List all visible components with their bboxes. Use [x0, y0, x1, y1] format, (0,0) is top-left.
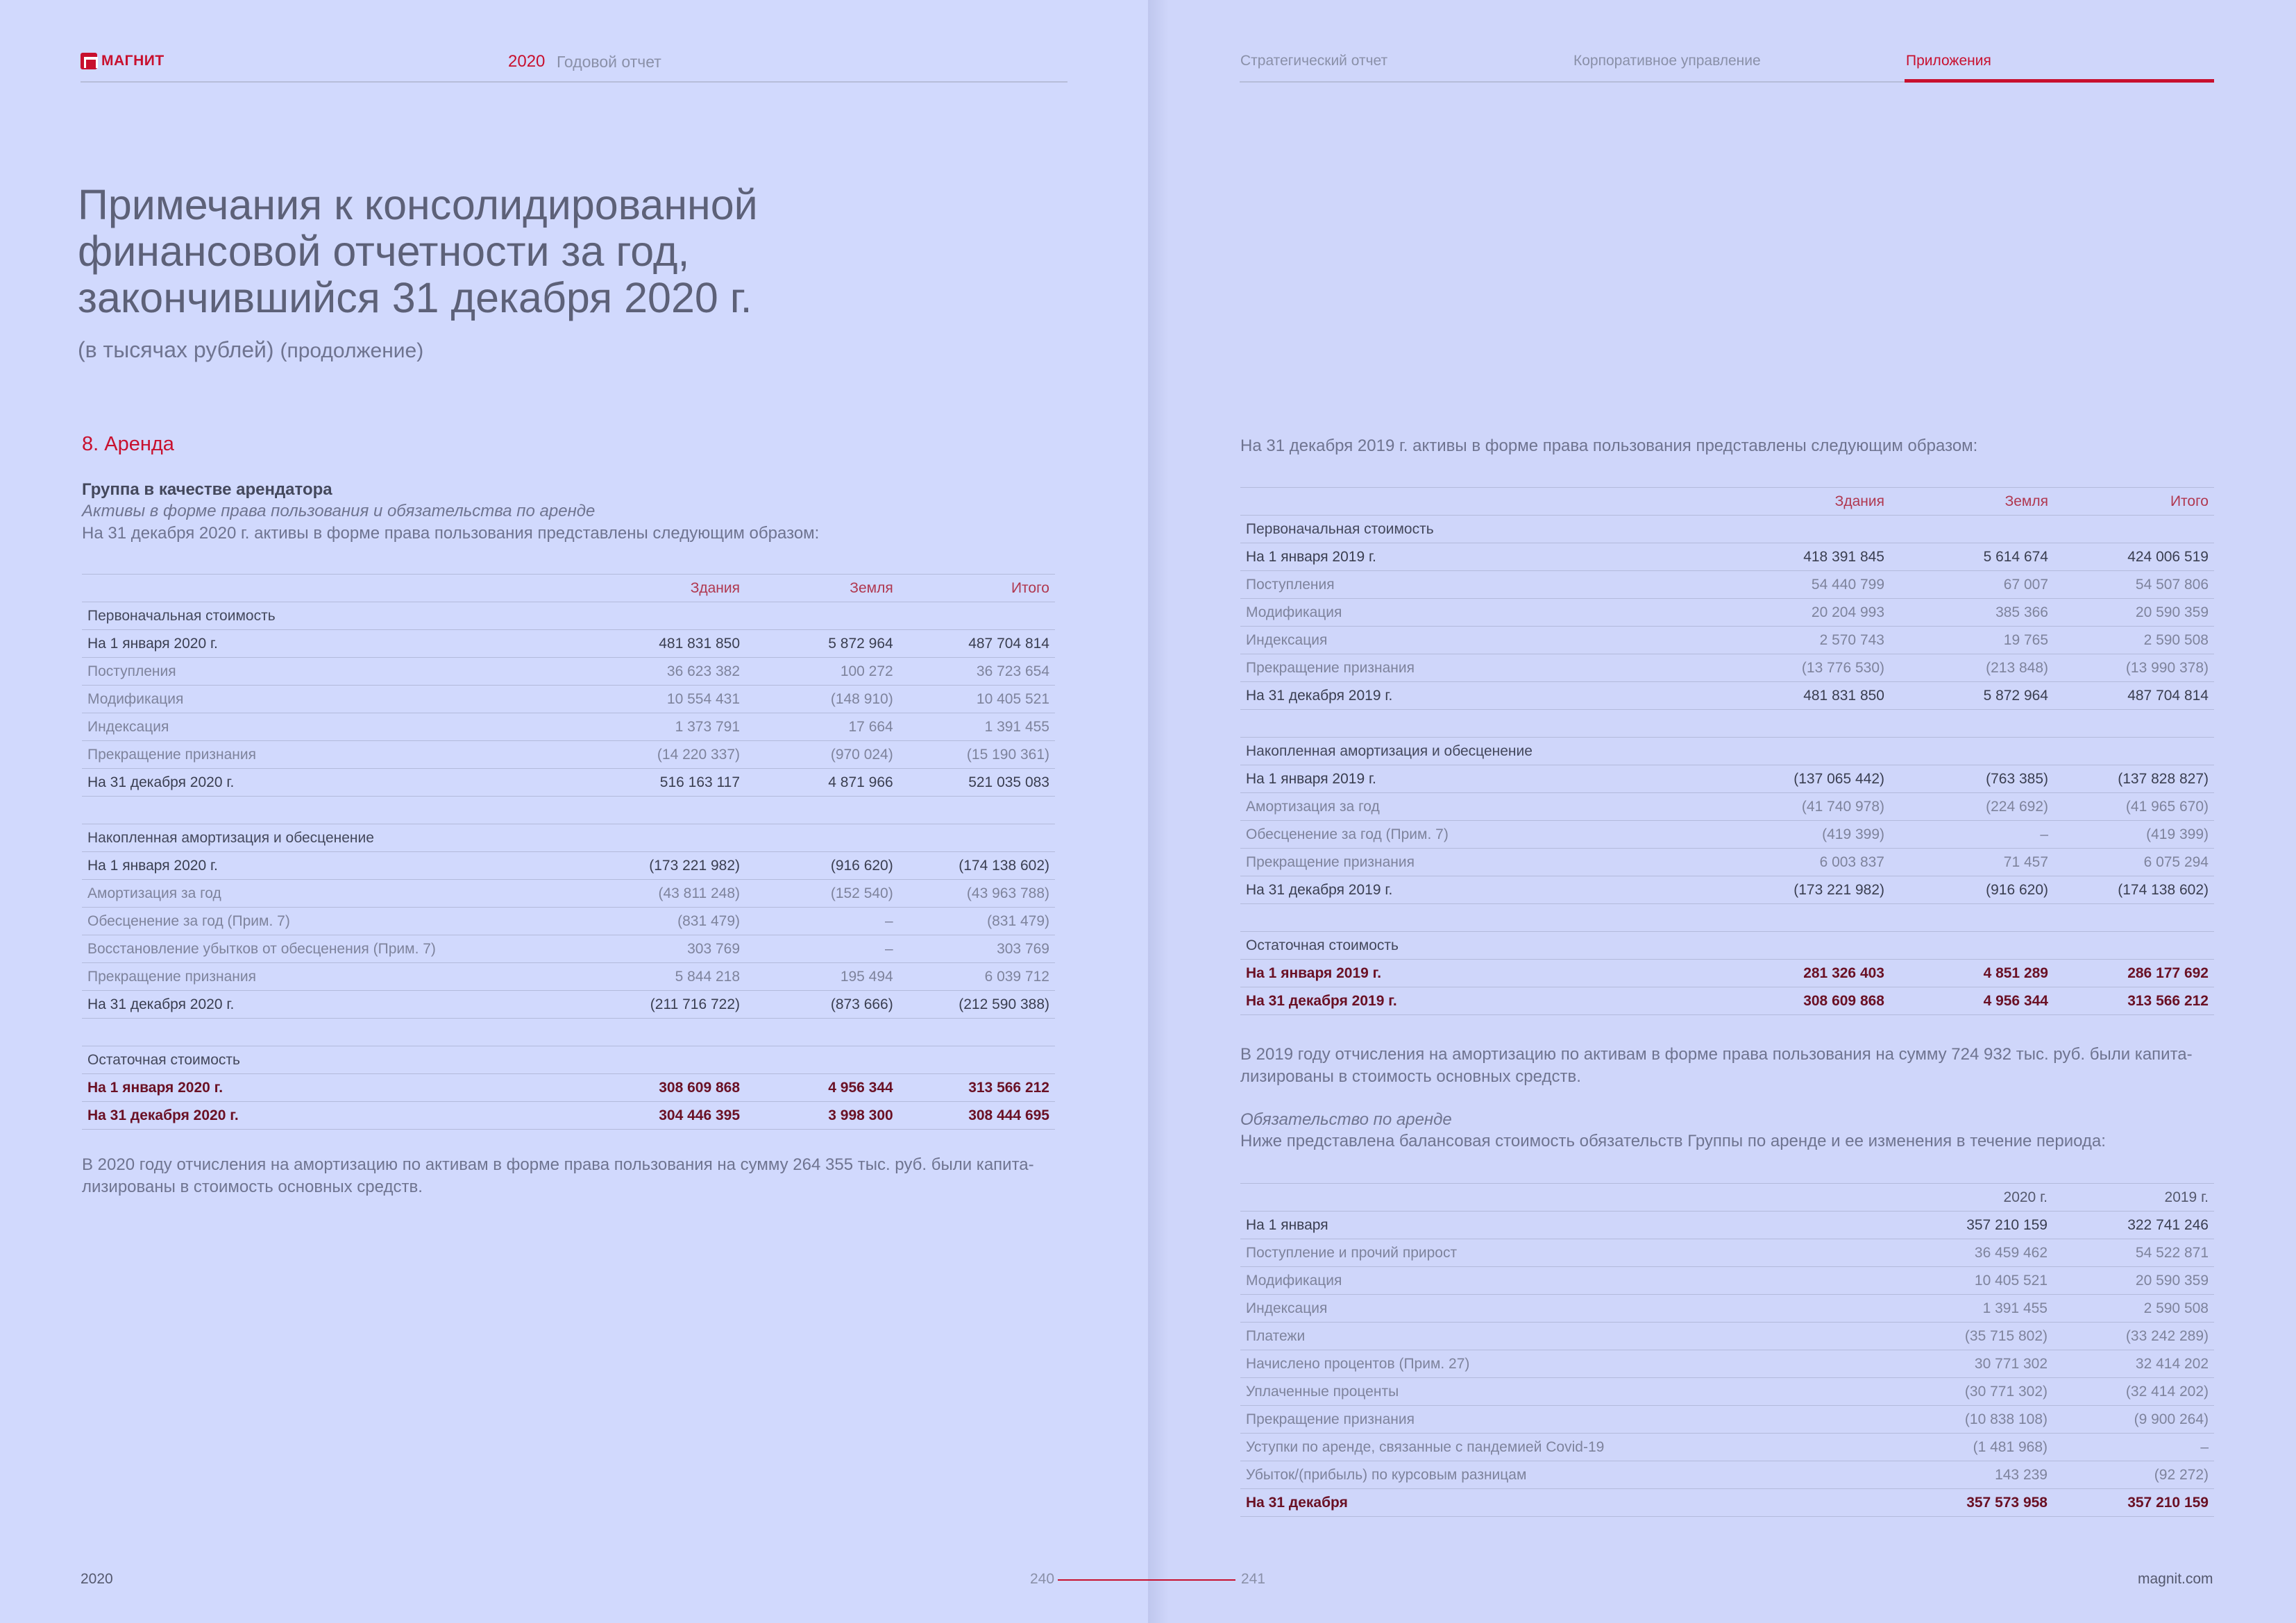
row-value: 20 204 993 — [1726, 599, 1890, 627]
row-value: 19 765 — [1890, 627, 2054, 654]
row-value: 521 035 083 — [899, 769, 1055, 797]
table-row — [82, 1102, 1055, 1130]
row-value: (10 838 108) — [1889, 1406, 2053, 1434]
table-header-row — [1240, 488, 2214, 516]
column-header: Земля — [1890, 488, 2054, 516]
row-value: 304 446 395 — [589, 1102, 745, 1130]
table-spacer-row — [82, 797, 1055, 824]
row-label: Прекращение признания — [1240, 654, 1726, 682]
table-spacer-row — [1240, 710, 2214, 738]
tab-strategic-report[interactable]: Стратегический отчет — [1240, 53, 1388, 69]
row-value: 313 566 212 — [899, 1074, 1055, 1102]
page-title-line-3: закончившийся 31 декабря 2020 г. — [78, 274, 752, 321]
subsection-title: Активы в форме права пользования и обязательства по аренде — [82, 502, 596, 520]
table-row — [1240, 1323, 2214, 1350]
spacer-cell — [899, 1019, 1055, 1046]
table-row — [1240, 793, 2214, 821]
row-label: Прекращение признания — [1240, 1406, 1889, 1434]
row-value: (916 620) — [745, 852, 899, 880]
row-value: 481 831 850 — [1726, 682, 1890, 710]
row-value: (173 221 982) — [589, 852, 745, 880]
spacer-cell — [745, 797, 899, 824]
row-value: (213 848) — [1890, 654, 2054, 682]
section-heading: Накопленная амортизация и обесценение — [1240, 738, 2214, 765]
active-tab-indicator — [1905, 79, 2214, 83]
row-value: 36 623 382 — [589, 658, 745, 686]
subtitle-units: (в тысячах рублей) — [78, 337, 274, 362]
row-value: (33 242 289) — [2053, 1323, 2214, 1350]
row-label: На 31 декабря 2019 г. — [1240, 876, 1726, 904]
table-row — [1240, 849, 2214, 876]
header-cell-empty — [82, 575, 589, 602]
row-label: Уступки по аренде, связанные с пандемией Covid-19 — [1240, 1434, 1889, 1461]
column-header: Здания — [589, 575, 745, 602]
row-value: 4 871 966 — [745, 769, 899, 797]
row-value: (916 620) — [1890, 876, 2054, 904]
row-label: Индексация — [82, 713, 589, 741]
row-value: (43 811 248) — [589, 880, 745, 908]
row-value: (224 692) — [1890, 793, 2054, 821]
row-value: (92 272) — [2053, 1461, 2214, 1489]
row-value: (30 771 302) — [1889, 1378, 2053, 1406]
row-value: 303 769 — [899, 935, 1055, 963]
table-row — [82, 963, 1055, 991]
row-value: 36 723 654 — [899, 658, 1055, 686]
spacer-cell — [82, 797, 589, 824]
header-divider-left — [81, 81, 1067, 83]
table-spacer-row — [1240, 904, 2214, 932]
row-label: Восстановление убытков от обесценения (Прим. 7) — [82, 935, 589, 963]
row-value: (174 138 602) — [2054, 876, 2214, 904]
row-value: 487 704 814 — [2054, 682, 2214, 710]
row-value: (41 965 670) — [2054, 793, 2214, 821]
row-value: 1 391 455 — [1889, 1295, 2053, 1323]
row-value: (13 776 530) — [1726, 654, 1890, 682]
table-row — [1240, 765, 2214, 793]
section-heading: Остаточная стоимость — [82, 1046, 1055, 1074]
subtitle-continued: (продолжение) — [280, 339, 424, 362]
row-label: Платежи — [1240, 1323, 1889, 1350]
row-value: – — [745, 935, 899, 963]
spacer-cell — [899, 797, 1055, 824]
row-value: (173 221 982) — [1726, 876, 1890, 904]
row-value: (13 990 378) — [2054, 654, 2214, 682]
footer-divider — [1058, 1579, 1235, 1581]
header-cell-empty — [1240, 488, 1726, 516]
row-value: 20 590 359 — [2053, 1267, 2214, 1295]
row-value: (137 065 442) — [1726, 765, 1890, 793]
table-header-row — [1240, 1184, 2214, 1212]
row-label: Модификация — [1240, 599, 1726, 627]
table-row — [1240, 960, 2214, 987]
row-value: 481 831 850 — [589, 630, 745, 658]
table-row — [1240, 599, 2214, 627]
footer-year: 2020 — [81, 1571, 113, 1587]
page-number-right: 241 — [1241, 1571, 1266, 1587]
row-label: На 1 января 2019 г. — [1240, 765, 1726, 793]
spacer-cell — [589, 797, 745, 824]
row-value: 4 956 344 — [745, 1074, 899, 1102]
table-row — [82, 1074, 1055, 1102]
intro-2020: На 31 декабря 2020 г. активы в форме права пользования представлены следующим образом: — [82, 524, 820, 543]
liability-title: Обязательство по аренде — [1240, 1110, 1452, 1129]
table-row — [82, 741, 1055, 769]
row-value: 3 998 300 — [745, 1102, 899, 1130]
header-year: 2020 — [508, 52, 546, 71]
table-spacer-row — [82, 1019, 1055, 1046]
row-value: 71 457 — [1890, 849, 2054, 876]
row-label: Амортизация за год — [82, 880, 589, 908]
row-value: 5 614 674 — [1890, 543, 2054, 571]
row-value: 2 590 508 — [2053, 1295, 2214, 1323]
note-2019 — [1240, 1044, 2193, 1088]
table-row — [1240, 571, 2214, 599]
table-body — [82, 575, 1055, 1130]
page-spine — [1148, 0, 1169, 1623]
table-row — [1240, 627, 2214, 654]
column-header: Итого — [899, 575, 1055, 602]
spacer-cell — [1726, 710, 1890, 738]
row-value: 418 391 845 — [1726, 543, 1890, 571]
page-number-left: 240 — [1030, 1571, 1055, 1587]
row-value: 1 391 455 — [899, 713, 1055, 741]
magnit-logo[interactable] — [81, 53, 164, 69]
note-2019-line-2: лизированы в стоимость основных средств. — [1240, 1067, 1581, 1086]
row-value: 100 272 — [745, 658, 899, 686]
row-value: 6 003 837 — [1726, 849, 1890, 876]
section-heading: Первоначальная стоимость — [82, 602, 1055, 630]
note-2019-line-1: В 2019 году отчисления на амортизацию по активам в форме права пользования на сумму 724 932 тыс. руб. были капита- — [1240, 1045, 2193, 1064]
row-label: На 1 января 2020 г. — [82, 630, 589, 658]
row-value: – — [745, 908, 899, 935]
row-value: 303 769 — [589, 935, 745, 963]
row-label: На 31 декабря 2020 г. — [82, 1102, 589, 1130]
row-label: Амортизация за год — [1240, 793, 1726, 821]
row-value: 4 851 289 — [1890, 960, 2054, 987]
row-value: (211 716 722) — [589, 991, 745, 1019]
table-lease-liability — [1240, 1183, 2214, 1517]
row-value: (873 666) — [745, 991, 899, 1019]
row-value: 6 075 294 — [2054, 849, 2214, 876]
table-body — [1240, 488, 2214, 1015]
row-value: 36 459 462 — [1889, 1239, 2053, 1267]
row-value: 30 771 302 — [1889, 1350, 2053, 1378]
table-row — [1240, 1489, 2214, 1517]
row-value: – — [2053, 1434, 2214, 1461]
group-title: Группа в качестве арендатора — [82, 480, 332, 499]
row-label: Индексация — [1240, 627, 1726, 654]
logo-text: МАГНИТ — [101, 53, 164, 69]
row-value: (43 963 788) — [899, 880, 1055, 908]
section-heading: Остаточная стоимость — [1240, 932, 2214, 960]
table-row — [82, 935, 1055, 963]
column-header: Итого — [2054, 488, 2214, 516]
table-row — [82, 713, 1055, 741]
row-value: 357 210 159 — [1889, 1212, 2053, 1239]
row-value: 20 590 359 — [2054, 599, 2214, 627]
row-label: Обесценение за год (Прим. 7) — [1240, 821, 1726, 849]
row-value: 10 405 521 — [1889, 1267, 2053, 1295]
note-2020-line-2: лизированы в стоимость основных средств. — [82, 1178, 423, 1196]
column-header: Здания — [1726, 488, 1890, 516]
row-value: (174 138 602) — [899, 852, 1055, 880]
row-value: 313 566 212 — [2054, 987, 2214, 1015]
row-value: 516 163 117 — [589, 769, 745, 797]
table-header-row — [82, 575, 1055, 602]
row-value: 1 373 791 — [589, 713, 745, 741]
table-row — [1240, 1378, 2214, 1406]
row-value: (763 385) — [1890, 765, 2054, 793]
row-value: 5 844 218 — [589, 963, 745, 991]
table-section-row — [1240, 738, 2214, 765]
row-label: Модификация — [82, 686, 589, 713]
row-label: Обесценение за год (Прим. 7) — [82, 908, 589, 935]
row-label: На 31 декабря — [1240, 1489, 1889, 1517]
table-row — [1240, 876, 2214, 904]
column-header: 2020 г. — [1889, 1184, 2053, 1212]
table-row — [82, 630, 1055, 658]
page-title-line-2: финансовой отчетности за год, — [78, 228, 690, 275]
note-2020 — [82, 1154, 1034, 1198]
table-row — [1240, 1239, 2214, 1267]
row-label: На 1 января 2020 г. — [82, 1074, 589, 1102]
table-row — [82, 769, 1055, 797]
table-row — [82, 908, 1055, 935]
row-value: (41 740 978) — [1726, 793, 1890, 821]
row-value: – — [1890, 821, 2054, 849]
spacer-cell — [1890, 710, 2054, 738]
row-value: 4 956 344 — [1890, 987, 2054, 1015]
row-value: 54 440 799 — [1726, 571, 1890, 599]
row-value: (148 910) — [745, 686, 899, 713]
table-row — [82, 686, 1055, 713]
table-row — [1240, 821, 2214, 849]
row-value: (419 399) — [2054, 821, 2214, 849]
row-label: На 31 декабря 2020 г. — [82, 769, 589, 797]
row-value: 308 609 868 — [1726, 987, 1890, 1015]
footer-site-link[interactable]: magnit.com — [2138, 1571, 2213, 1587]
row-value: (137 828 827) — [2054, 765, 2214, 793]
row-value: 32 414 202 — [2053, 1350, 2214, 1378]
spacer-cell — [1890, 904, 2054, 932]
table-section-row — [1240, 932, 2214, 960]
row-value: 308 444 695 — [899, 1102, 1055, 1130]
row-value: 195 494 — [745, 963, 899, 991]
row-value: (14 220 337) — [589, 741, 745, 769]
table-row — [82, 991, 1055, 1019]
row-label: На 31 декабря 2019 г. — [1240, 987, 1726, 1015]
table-row — [1240, 1350, 2214, 1378]
row-value: (15 190 361) — [899, 741, 1055, 769]
table-row — [1240, 682, 2214, 710]
row-label: На 31 декабря 2019 г. — [1240, 682, 1726, 710]
column-header: Земля — [745, 575, 899, 602]
table-row — [82, 880, 1055, 908]
spacer-cell — [1240, 904, 1726, 932]
row-value: 487 704 814 — [899, 630, 1055, 658]
row-value: 5 872 964 — [745, 630, 899, 658]
row-value: 322 741 246 — [2053, 1212, 2214, 1239]
row-value: 54 522 871 — [2053, 1239, 2214, 1267]
column-header: 2019 г. — [2053, 1184, 2214, 1212]
tab-corporate-governance[interactable]: Корпоративное управление — [1573, 53, 1761, 69]
row-label: Поступление и прочий прирост — [1240, 1239, 1889, 1267]
row-value: 424 006 519 — [2054, 543, 2214, 571]
row-value: 67 007 — [1890, 571, 2054, 599]
row-label: Индексация — [1240, 1295, 1889, 1323]
row-label: Начислено процентов (Прим. 27) — [1240, 1350, 1889, 1378]
note-2020-line-1: В 2020 году отчисления на амортизацию по активам в форме права пользования на сумму 264 355 тыс. руб. были капита- — [82, 1155, 1034, 1174]
row-value: 385 366 — [1890, 599, 2054, 627]
magnit-logo-icon — [81, 53, 97, 69]
spacer-cell — [745, 1019, 899, 1046]
table-row — [82, 658, 1055, 686]
row-value: 5 872 964 — [1890, 682, 2054, 710]
spacer-cell — [589, 1019, 745, 1046]
row-value: 2 590 508 — [2054, 627, 2214, 654]
row-label: Убыток/(прибыль) по курсовым разницам — [1240, 1461, 1889, 1489]
table-row — [1240, 1434, 2214, 1461]
table-row — [1240, 1461, 2214, 1489]
row-value: 357 210 159 — [2053, 1489, 2214, 1517]
row-value: (32 414 202) — [2053, 1378, 2214, 1406]
row-value: 10 554 431 — [589, 686, 745, 713]
row-label: Прекращение признания — [82, 741, 589, 769]
row-value: (831 479) — [589, 908, 745, 935]
spacer-cell — [2054, 710, 2214, 738]
row-label: Уплаченные проценты — [1240, 1378, 1889, 1406]
page-title — [78, 182, 980, 321]
row-label: На 1 января 2020 г. — [82, 852, 589, 880]
row-value: 357 573 958 — [1889, 1489, 2053, 1517]
row-label: Прекращение признания — [82, 963, 589, 991]
row-label: На 1 января 2019 г. — [1240, 960, 1726, 987]
row-value: 281 326 403 — [1726, 960, 1890, 987]
row-value: (9 900 264) — [2053, 1406, 2214, 1434]
spacer-cell — [1726, 904, 1890, 932]
tab-appendices[interactable]: Приложения — [1906, 53, 1991, 69]
row-label: На 1 января 2019 г. — [1240, 543, 1726, 571]
row-label: На 1 января — [1240, 1212, 1889, 1239]
row-value: 286 177 692 — [2054, 960, 2214, 987]
spacer-cell — [2054, 904, 2214, 932]
table-body — [1240, 1184, 2214, 1517]
table-right-of-use-2019 — [1240, 487, 2214, 1015]
row-value: (212 590 388) — [899, 991, 1055, 1019]
section-heading: Первоначальная стоимость — [1240, 516, 2214, 543]
table-section-row — [82, 1046, 1055, 1074]
intro-2019: На 31 декабря 2019 г. активы в форме права пользования представлены следующим образом: — [1240, 436, 1978, 455]
row-value: (419 399) — [1726, 821, 1890, 849]
table-row — [1240, 654, 2214, 682]
row-label: Поступления — [1240, 571, 1726, 599]
table-row — [1240, 1295, 2214, 1323]
row-label: На 31 декабря 2020 г. — [82, 991, 589, 1019]
table-row — [82, 852, 1055, 880]
table-row — [1240, 987, 2214, 1015]
table-right-of-use-2020 — [82, 574, 1055, 1130]
page-title-line-1: Примечания к консолидированной — [78, 181, 758, 228]
table-row — [1240, 543, 2214, 571]
row-value: 54 507 806 — [2054, 571, 2214, 599]
table-row — [1240, 1267, 2214, 1295]
row-value: (1 481 968) — [1889, 1434, 2053, 1461]
page-subtitle — [78, 337, 423, 363]
section-title: 8. Аренда — [82, 433, 174, 455]
row-value: (831 479) — [899, 908, 1055, 935]
table-row — [1240, 1212, 2214, 1239]
row-value: 143 239 — [1889, 1461, 2053, 1489]
table-row — [1240, 1406, 2214, 1434]
row-value: 308 609 868 — [589, 1074, 745, 1102]
row-value: 10 405 521 — [899, 686, 1055, 713]
row-value: (35 715 802) — [1889, 1323, 2053, 1350]
row-label: Модификация — [1240, 1267, 1889, 1295]
row-label: Прекращение признания — [1240, 849, 1726, 876]
row-label: Поступления — [82, 658, 589, 686]
spacer-cell — [1240, 710, 1726, 738]
section-heading: Накопленная амортизация и обесценение — [82, 824, 1055, 852]
header-cell-empty — [1240, 1184, 1889, 1212]
header-report-title: Годовой отчет — [557, 53, 661, 71]
spacer-cell — [82, 1019, 589, 1046]
table-section-row — [82, 602, 1055, 630]
row-value: 6 039 712 — [899, 963, 1055, 991]
row-value: 2 570 743 — [1726, 627, 1890, 654]
row-value: (970 024) — [745, 741, 899, 769]
row-value: (152 540) — [745, 880, 899, 908]
table-section-row — [1240, 516, 2214, 543]
row-value: 17 664 — [745, 713, 899, 741]
liability-intro: Ниже представлена балансовая стоимость обязательств Группы по аренде и ее изменения в течение периода: — [1240, 1132, 2106, 1150]
table-section-row — [82, 824, 1055, 852]
